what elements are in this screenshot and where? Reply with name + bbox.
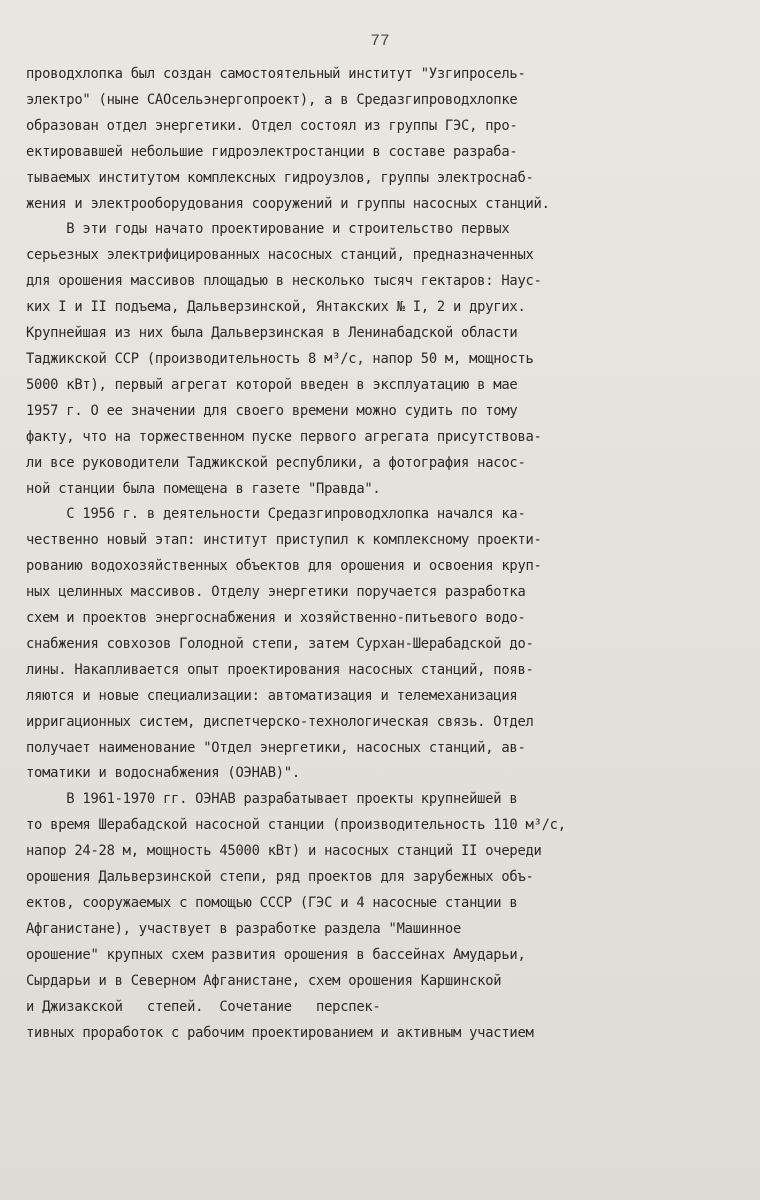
text-line: проводхлопка был создан самостоятельный институт "Узгипросель-: [26, 66, 526, 82]
text-line: тываемых институтом комплексных гидроузлов, группы электроснаб-: [26, 169, 534, 186]
text-line: то время Шерабадской насосной станции (производительность 110 м³/с,: [26, 817, 566, 834]
text-line: ляются и новые специализации: автоматизация и телемеханизация: [26, 687, 518, 704]
text-line: 1957 г. О ее значении для своего времени можно судить по тому: [26, 402, 518, 419]
text-line: орошения Дальверзинской степи, ряд проектов для зарубежных объ-: [26, 869, 534, 886]
text-line: чественно новый этап: институт приступил к комплексному проекти-: [26, 532, 542, 549]
text-line: схем и проектов энергоснабжения и хозяйственно-питьевого водо-: [26, 610, 526, 627]
text-line: ких I и II подъема, Дальверзинской, Янтакских № I, 2 и других.: [26, 299, 526, 316]
text-line: рованию водохозяйственных объектов для орошения и освоения круп-: [26, 558, 542, 575]
text-line: ных целинных массивов. Отделу энергетики поручается разработка: [26, 584, 526, 601]
text-line: снабжения совхозов Голодной степи, затем Сурхан-Шерабадской до-: [26, 635, 534, 652]
text-line: тивных проработок с рабочим проектированием и активным участием: [26, 1024, 534, 1041]
text-line: лины. Накапливается опыт проектирования насосных станций, появ-: [26, 661, 534, 678]
text-line: В эти годы начато проектирование и строительство первых: [26, 221, 510, 238]
text-line: Таджикской ССР (производительность 8 м³/с, напор 50 м, мощность: [26, 350, 534, 367]
text-line: Афганистане), участвует в разработке раздела "Машинное: [26, 920, 462, 937]
text-line: орошение" крупных схем развития орошения в бассейнах Амударьи,: [26, 946, 526, 963]
text-line: электро" (ныне САОсельэнергопроект), а в Средазгипроводхлопке: [26, 91, 518, 108]
text-line: Сырдарьи и в Северном Афганистане, схем орошения Каршинской: [26, 972, 502, 989]
text-line: факту, что на торжественном пуске первого агрегата присутствова-: [26, 428, 542, 445]
text-line: ектировавшей небольшие гидроэлектростанции в составе разраба-: [26, 143, 518, 160]
text-line: для орошения массивов площадью в несколько тысяч гектаров: Наус-: [26, 273, 542, 290]
text-line: серьезных электрифицированных насосных станций, предназначенных: [26, 247, 534, 264]
text-line: получает наименование "Отдел энергетики, насосных станций, ав-: [26, 739, 526, 756]
text-line: напор 24-28 м, мощность 45000 кВт) и насосных станций II очереди: [26, 843, 542, 860]
page-number: 77: [370, 32, 390, 50]
body-text: [26, 62, 741, 1046]
text-line: и Джизакской степей. Сочетание перспек-: [26, 998, 381, 1015]
text-line: жения и электрооборудования сооружений и группы насосных станций.: [26, 195, 550, 212]
text-line: ной станции была помещена в газете "Правда".: [26, 480, 381, 497]
text-line: ектов, сооружаемых с помощью СССР (ГЭС и 4 насосные станции в: [26, 895, 518, 911]
text-line: В 1961-1970 гг. ОЭНАВ разрабатывает проекты крупнейшей в: [26, 791, 518, 808]
text-line: 5000 кВт), первый агрегат которой введен в эксплуатацию в мае: [26, 376, 518, 393]
text-line: Крупнейшая из них была Дальверзинская в Ленинабадской области: [26, 325, 518, 342]
text-line: С 1956 г. в деятельности Средазгипроводхлопка начался ка-: [26, 506, 526, 523]
text-line: ирригационных систем, диспетчерско-технологическая связь. Отдел: [26, 713, 534, 730]
text-line: ли все руководители Таджикской республики, а фотография насос-: [26, 454, 526, 471]
text-line: образован отдел энергетики. Отдел состоял из группы ГЭС, про-: [26, 117, 518, 134]
text-line: томатики и водоснабжения (ОЭНАВ)".: [26, 765, 300, 782]
